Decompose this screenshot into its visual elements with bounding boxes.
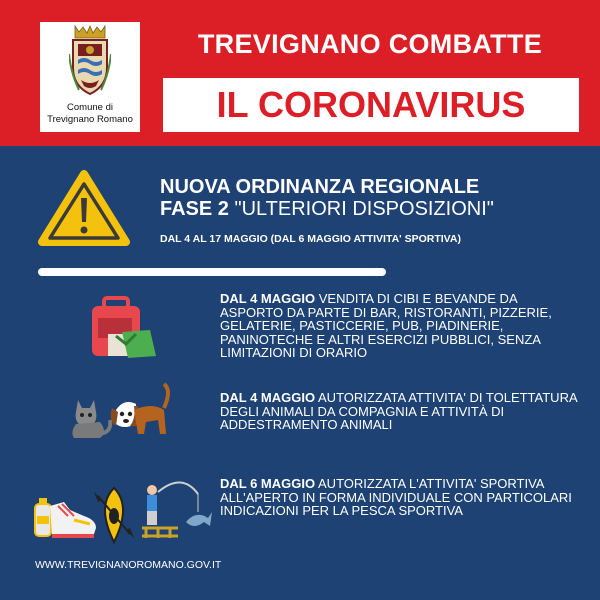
website-link[interactable]: WWW.TREVIGNANOROMANO.GOV.IT [35, 559, 222, 571]
kayak-icon [92, 486, 136, 544]
logo-line2: Trevignano Romano [47, 114, 133, 125]
ordinance-title: NUOVA ORDINANZA REGIONALE [160, 176, 480, 198]
item-text: VENDITA DI CIBI E BEVANDE DA ASPORTO DA PARTE DI BAR, RISTORANTI, PIZZERIE, GELATERIE, PASTICCERIE, PUB, PIADINERIE, PANINOTECHE E ALTRI ESERCIZI PUBBLICI, SENZA LIMITAZIONI DI ORARIO [220, 291, 552, 360]
logo-line1: Comune di [67, 102, 113, 113]
ordinance-subtitle [160, 198, 494, 220]
dog-icon [106, 380, 178, 440]
list-item [220, 391, 580, 432]
item-date: DAL 6 MAGGIO [220, 476, 316, 491]
banner-title-box [163, 78, 579, 132]
ordinance-phase: FASE 2 [160, 198, 229, 220]
item-date: DAL 4 MAGGIO [220, 390, 316, 405]
warning-icon [38, 168, 130, 248]
header-banner [0, 0, 600, 146]
banner-title-line2: IL CORONAVIRUS [216, 84, 526, 125]
coat-of-arms-icon [69, 24, 111, 98]
banner-title-line1: TREVIGNANO COMBATTE [197, 29, 543, 59]
fishing-icon [138, 472, 214, 544]
item-text: AUTORIZZATA ATTIVITA' DI TOLETTATURA DEGLI ANIMALI DA COMPAGNIA E ATTIVITÀ DI ADDESTRAMENTO ANIMALI [220, 390, 577, 432]
ordinance-dates: DAL 4 AL 17 MAGGIO (DAL 6 MAGGIO ATTIVITA' SPORTIVA) [160, 233, 461, 245]
list-item [220, 477, 580, 518]
list-item [220, 292, 580, 360]
ordinance-subtitle-rest: "ULTERIORI DISPOSIZIONI" [228, 198, 494, 220]
item-date: DAL 4 MAGGIO [220, 291, 316, 306]
item-text: AUTORIZZATA L'ATTIVITA' SPORTIVA ALL'APERTO IN FORMA INDIVIDUALE CON PARTICOLARI INDICAZIONI PER LA PESCA SPORTIVA [220, 476, 572, 518]
municipality-logo [40, 22, 140, 132]
divider [38, 268, 386, 276]
takeaway-bag-icon [88, 296, 162, 362]
